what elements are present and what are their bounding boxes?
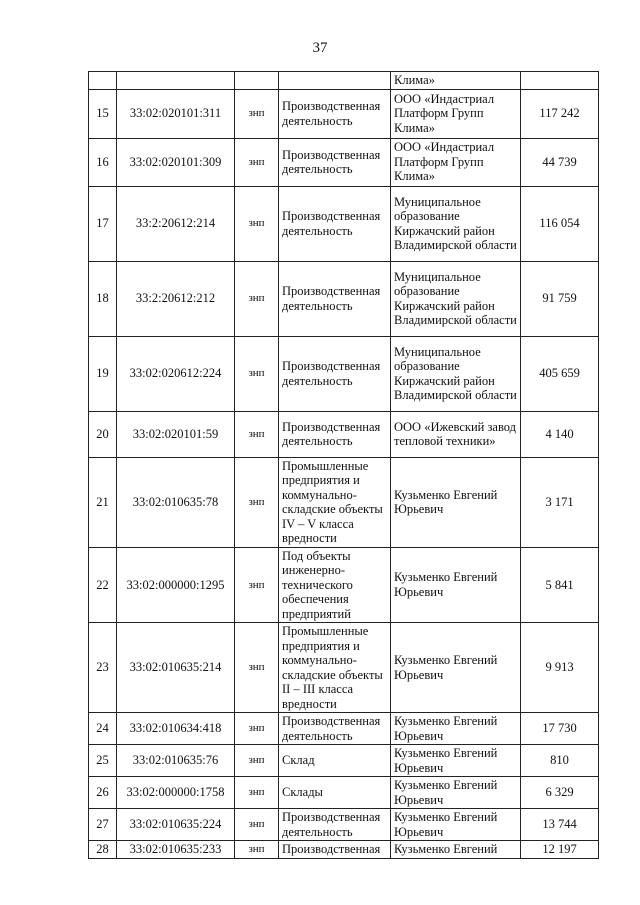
table-row bbox=[89, 713, 599, 745]
cadastral-number: 33:02:010635:233 bbox=[117, 841, 235, 859]
table-row bbox=[89, 72, 599, 90]
land-category: знп bbox=[235, 713, 279, 745]
table-row bbox=[89, 841, 599, 859]
table-row bbox=[89, 261, 599, 336]
land-category: знп bbox=[235, 89, 279, 138]
cadastral-number: 33:02:010635:214 bbox=[117, 623, 235, 713]
area: 4 140 bbox=[521, 411, 599, 457]
permitted-use: Производственная деятельность bbox=[279, 138, 391, 186]
row-number: 21 bbox=[89, 457, 117, 547]
area: 44 739 bbox=[521, 138, 599, 186]
owner: ООО «Ижевский завод тепловой техники» bbox=[391, 411, 521, 457]
permitted-use: Производственная деятельность bbox=[279, 89, 391, 138]
table-row bbox=[89, 411, 599, 457]
area: 116 054 bbox=[521, 186, 599, 261]
permitted-use: Склад bbox=[279, 745, 391, 777]
land-category: знп bbox=[235, 745, 279, 777]
owner: Клима» bbox=[391, 72, 521, 90]
owner: ООО «Индастриал Платформ Групп Клима» bbox=[391, 89, 521, 138]
area: 405 659 bbox=[521, 336, 599, 411]
permitted-use: Склады bbox=[279, 777, 391, 809]
table-row bbox=[89, 336, 599, 411]
area: 3 171 bbox=[521, 457, 599, 547]
owner: Муниципальное образование Киржачский район Владимирской области bbox=[391, 336, 521, 411]
table-row bbox=[89, 89, 599, 138]
row-number bbox=[89, 72, 117, 90]
area: 12 197 bbox=[521, 841, 599, 859]
table-row bbox=[89, 186, 599, 261]
land-category: знп bbox=[235, 138, 279, 186]
owner: Кузьменко Евгений Юрьевич bbox=[391, 713, 521, 745]
owner: Кузьменко Евгений Юрьевич bbox=[391, 809, 521, 841]
land-category bbox=[235, 72, 279, 90]
area: 17 730 bbox=[521, 713, 599, 745]
row-number: 22 bbox=[89, 547, 117, 623]
permitted-use: Производственная bbox=[279, 841, 391, 859]
land-category: знп bbox=[235, 261, 279, 336]
owner: Кузьменко Евгений Юрьевич bbox=[391, 777, 521, 809]
owner: Муниципальное образование Киржачский район Владимирской области bbox=[391, 261, 521, 336]
owner: ООО «Индастриал Платформ Групп Клима» bbox=[391, 138, 521, 186]
area: 117 242 bbox=[521, 89, 599, 138]
table-row bbox=[89, 745, 599, 777]
cadastral-number: 33:02:010634:418 bbox=[117, 713, 235, 745]
cadastral-number: 33:02:000000:1295 bbox=[117, 547, 235, 623]
owner: Муниципальное образование Киржачский район Владимирской области bbox=[391, 186, 521, 261]
land-category: знп bbox=[235, 457, 279, 547]
cadastral-number: 33:02:000000:1758 bbox=[117, 777, 235, 809]
land-category: знп bbox=[235, 186, 279, 261]
row-number: 26 bbox=[89, 777, 117, 809]
cadastral-number: 33:2:20612:212 bbox=[117, 261, 235, 336]
row-number: 16 bbox=[89, 138, 117, 186]
cadastral-number bbox=[117, 72, 235, 90]
permitted-use: Под объекты инженерно-технического обеспечения предприятий bbox=[279, 547, 391, 623]
cadastral-number: 33:02:010635:78 bbox=[117, 457, 235, 547]
land-category: знп bbox=[235, 336, 279, 411]
land-registry-table bbox=[88, 71, 599, 859]
row-number: 20 bbox=[89, 411, 117, 457]
table-row bbox=[89, 138, 599, 186]
table-row bbox=[89, 777, 599, 809]
table-row bbox=[89, 809, 599, 841]
row-number: 28 bbox=[89, 841, 117, 859]
owner: Кузьменко Евгений Юрьевич bbox=[391, 745, 521, 777]
cadastral-number: 33:2:20612:214 bbox=[117, 186, 235, 261]
land-category: знп bbox=[235, 777, 279, 809]
cadastral-number: 33:02:010635:76 bbox=[117, 745, 235, 777]
land-category: знп bbox=[235, 623, 279, 713]
row-number: 15 bbox=[89, 89, 117, 138]
page-number: 37 bbox=[312, 40, 328, 56]
row-number: 24 bbox=[89, 713, 117, 745]
permitted-use: Производственная деятельность bbox=[279, 713, 391, 745]
area: 13 744 bbox=[521, 809, 599, 841]
owner: Кузьменко Евгений bbox=[391, 841, 521, 859]
area: 6 329 bbox=[521, 777, 599, 809]
table-row bbox=[89, 457, 599, 547]
owner: Кузьменко Евгений Юрьевич bbox=[391, 457, 521, 547]
cadastral-number: 33:02:010635:224 bbox=[117, 809, 235, 841]
permitted-use bbox=[279, 72, 391, 90]
owner: Кузьменко Евгений Юрьевич bbox=[391, 547, 521, 623]
cadastral-number: 33:02:020101:59 bbox=[117, 411, 235, 457]
permitted-use: Производственная деятельность bbox=[279, 411, 391, 457]
land-category: знп bbox=[235, 411, 279, 457]
row-number: 27 bbox=[89, 809, 117, 841]
cadastral-number: 33:02:020101:311 bbox=[117, 89, 235, 138]
land-category: знп bbox=[235, 809, 279, 841]
permitted-use: Производственная деятельность bbox=[279, 809, 391, 841]
row-number: 25 bbox=[89, 745, 117, 777]
land-category: знп bbox=[235, 841, 279, 859]
land-category: знп bbox=[235, 547, 279, 623]
owner: Кузьменко Евгений Юрьевич bbox=[391, 623, 521, 713]
area: 810 bbox=[521, 745, 599, 777]
area: 5 841 bbox=[521, 547, 599, 623]
area: 91 759 bbox=[521, 261, 599, 336]
permitted-use: Производственная деятельность bbox=[279, 261, 391, 336]
permitted-use: Производственная деятельность bbox=[279, 186, 391, 261]
area bbox=[521, 72, 599, 90]
row-number: 18 bbox=[89, 261, 117, 336]
row-number: 23 bbox=[89, 623, 117, 713]
table-row bbox=[89, 547, 599, 623]
cadastral-number: 33:02:020101:309 bbox=[117, 138, 235, 186]
permitted-use: Промышленные предприятия и коммунально-складские объекты II – III класса вредности bbox=[279, 623, 391, 713]
row-number: 19 bbox=[89, 336, 117, 411]
cadastral-number: 33:02:020612:224 bbox=[117, 336, 235, 411]
table-row bbox=[89, 623, 599, 713]
area: 9 913 bbox=[521, 623, 599, 713]
permitted-use: Промышленные предприятия и коммунально-складские объекты IV – V класса вредности bbox=[279, 457, 391, 547]
permitted-use: Производственная деятельность bbox=[279, 336, 391, 411]
row-number: 17 bbox=[89, 186, 117, 261]
